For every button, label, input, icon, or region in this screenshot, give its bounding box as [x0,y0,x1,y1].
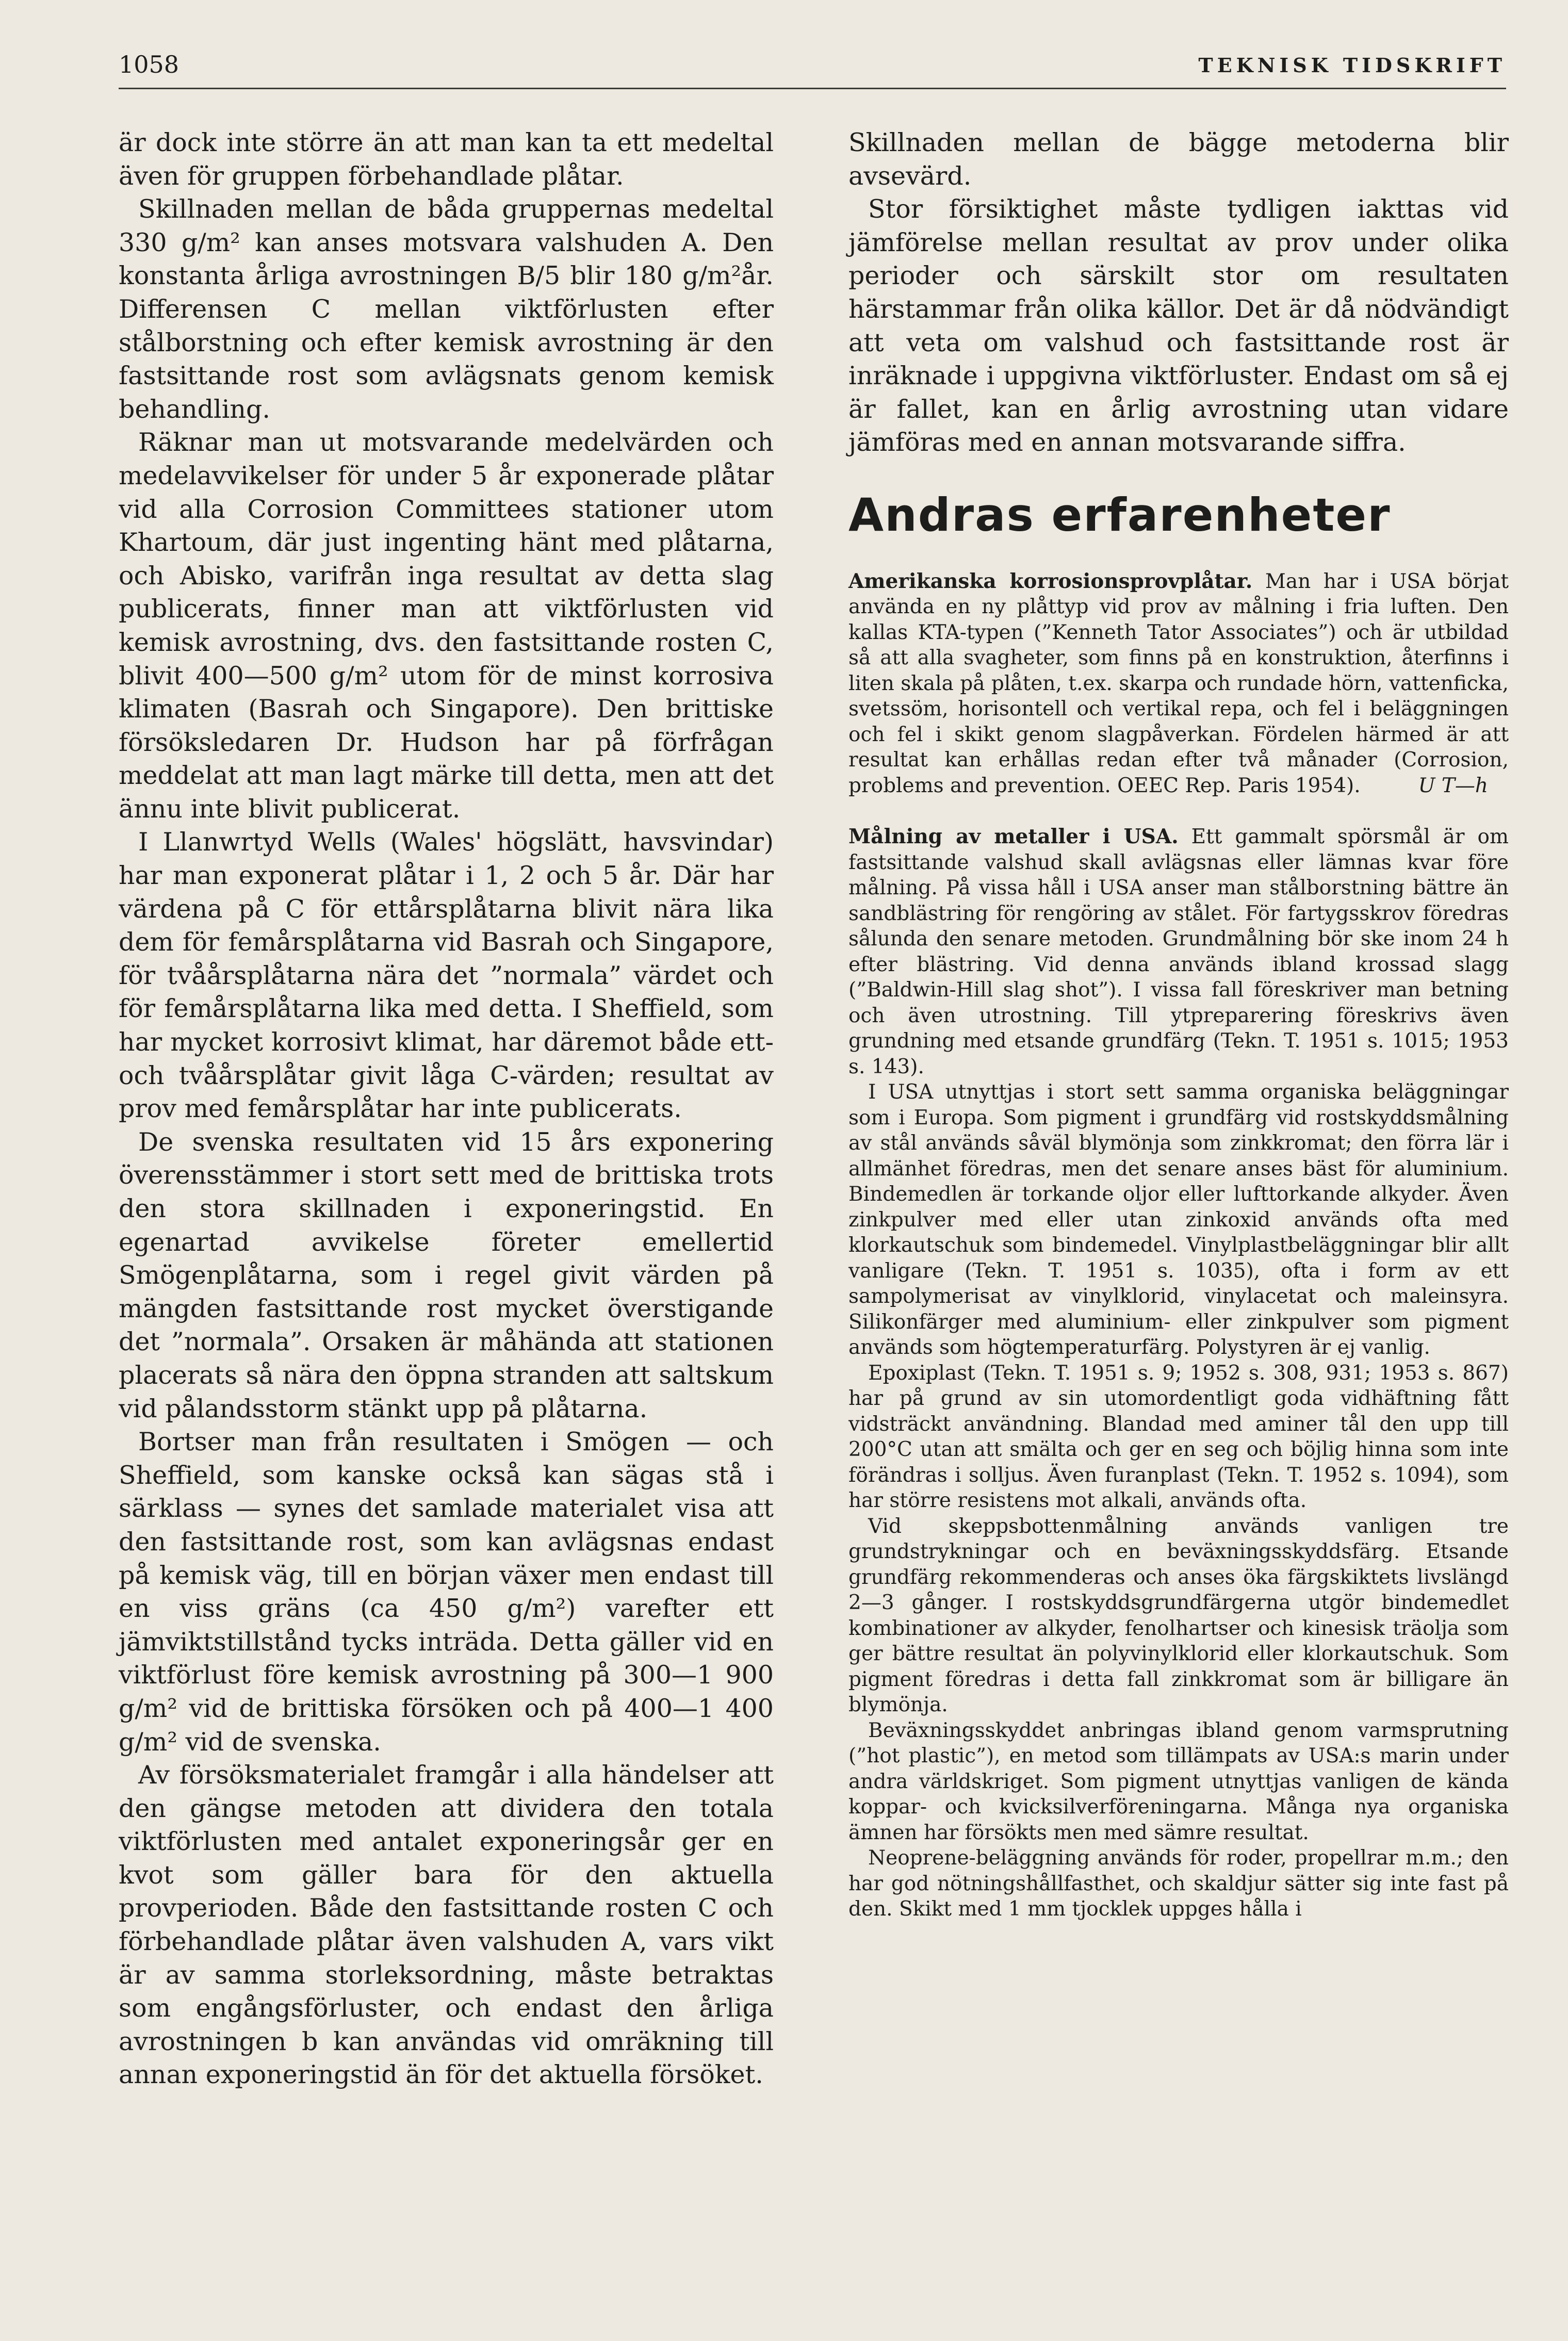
paragraph: De svenska resultaten vid 15 års exponering överensstämmer i stort sett med de brittiska trots den stora skillnaden i exponeringstid. En egenartad avvikelse företer emellertid Smögenplåtarna, som i regel givit värden på mängden fastsittande rost mycket överstigande det ”normala”. Orsaken är måhända att stationen placerats så nära den öppna stranden att saltskum vid pålandsstorm stänkt upp på plåtarna. [119,1127,774,1423]
note-malning-av-metaller [848,824,1509,1079]
note-title: Målning av metaller i USA. [848,825,1179,849]
paragraph: Vid skeppsbottenmålning används vanligen tre grundstrykningar och en beväxningsskyddsfärg. Etsande grundfärg rekommenderas och anses öka färgskiktets livslängd 2—3 gånger. I rostskyddsgrundfärgerna utgör bindemedlet kombinationer av alkyder, fenolhartser och kinesisk träolja som ger bättre resultat än polyvinylklorid eller klorkautschuk. Som pigment föredras i detta fall zinkkromat som är billigare än blymönja. [848,1514,1509,1717]
journal-title: TEKNISK TIDSKRIFT [1198,54,1506,77]
page-number: 1058 [119,51,179,78]
paragraph: är dock inte större än att man kan ta ett medeltal även för gruppen förbehandlade plåtar. [119,128,774,191]
note-text: Man har i USA börjat använda en ny plåttyp vid prov av målning i fria luften. Den kallas KTA-typen (”Kenneth Tator Associates”) och är utbildad så att alla svagheter, som finns på en konstruktion, återfinns i liten skala på plåten, t.ex. skarpa och rundade hörn, vattenficka, svetssöm, horisontell och vertikal repa, och fel i beläggningen och fel i skikt genom slagpåverkan. Fördelen härmed är att resultat kan erhållas redan efter två månader (Corrosion, problems and prevention. OEEC Rep. Paris 1954). [848,569,1509,797]
note-amerikanska-korrosionsprovplatar [848,569,1509,799]
paragraph: Skillnaden mellan de båda gruppernas medeltal 330 g/m² kan anses motsvara valshuden A. Den konstanta årliga avrostningen B/5 blir 180 g/m²år. Differensen C mellan viktförlusten efter stålborstning och efter kemisk avrostning är den fastsittande rost som avlägsnats genom kemisk behandling. [119,194,774,424]
author-signature: U T—h [1418,774,1488,797]
paragraph: Neoprene-beläggning används för roder, propellrar m.m.; den har god nötningshållfasthet, och skaldjur sätter sig inte fast på den. Skikt med 1 mm tjocklek uppges hålla i [848,1846,1509,1921]
paragraph: Räknar man ut motsvarande medelvärden och medelavvikelser för under 5 år exponerade plåtar vid alla Corrosion Committees stationer utom Khartoum, där just ingenting hänt med plåtarna, och Abisko, varifrån inga resultat av detta slag publicerats, finner man att viktförlusten vid kemisk avrostning, dvs. den fastsittande rosten C, blivit 400—500 g/m² utom för de minst korrosiva klimaten (Basrah och Singapore). Den brittiske försöksledaren Dr. Hudson har på förfrågan meddelat att man lagt märke till detta, men att det ännu inte blivit publicerat. [119,428,774,824]
notes-section [848,569,1509,1922]
section-heading: Andras erfarenheter [848,488,1391,542]
page-header [119,46,1506,89]
paragraph: Stor försiktighet måste tydligen iakttas vid jämförelse mellan resultat av prov under olika perioder och särskilt stor om resultaten härstammar från olika källor. Det är då nödvändigt att veta om valshud och fastsittande rost är inräknade i uppgivna viktförluster. Endast om så ej är fallet, kan en årlig avrostning utan vidare jämföras med en annan motsvarande siffra. [848,194,1509,457]
continued-article [848,126,1509,460]
paragraph: Beväxningsskyddet anbringas ibland genom varmsprutning (”hot plastic”), en metod som tillämpats av USA:s marin under andra världskriget. Som pigment utnyttjas vanligen de kända koppar- och kvicksilverföreningarna. Många nya organiska ämnen har försökts men med sämre resultat. [848,1718,1509,1844]
note-title: Amerikanska korrosionsprovplåtar. [848,569,1253,593]
paragraph: I USA utnyttjas i stort sett samma organiska beläggningar som i Europa. Som pigment i grundfärg vid rostskyddsmålning av stål används såväl blymönja som zinkkromat; den förra lär i allmänhet föredras, men det senare anses bäst för aluminium. Bindemedlen är torkande oljor eller lufttorkande alkyder. Även zinkpulver med eller utan zinkoxid används ofta med klorkautschuk som bindemedel. Vinylplastbeläggningar blir allt vanligare (Tekn. T. 1951 s. 1035), ofta i form av ett sampolymerisat av vinylklorid, vinylacetat och maleinsyra. Silikonfärger med aluminium- eller zinkpulver som pigment används som högtemperaturfärg. Polystyren är ej vanlig. [848,1081,1509,1360]
note-text: Ett gammalt spörsmål är om fastsittande valshud skall avlägsnas eller lämnas kvar före målning. På vissa håll i USA anser man stålborstning bättre än sandblästring för rengöring av stålet. För fartygsskrov föredras sålunda den senare metoden. Grundmålning bör ske inom 24 h efter blästring. Vid denna används ibland krossad slagg (”Baldwin-Hill slag shot”). I vissa fall föreskriver man betning och även utrostning. Till ytpreparering föreskrivs även grundning med etsande grundfärg (Tekn. T. 1951 s. 1015; 1953 s. 143). [848,825,1509,1078]
right-column [848,126,1509,1922]
paragraph: I Llanwrtyd Wells (Wales' högslätt, havsvindar) har man exponerat plåtar i 1, 2 och 5 år. Där har värdena på C för ettårsplåtarna blivit nära lika dem för femårsplåtarna vid Basrah och Singapore, för tvåårsplåtarna nära det ”normala” värdet och för femårsplåtarna lika med detta. I Sheffield, som har mycket korrosivt klimat, har däremot både ett- och tvåårsplåtar givit låga C-värden; resultat av prov med femårsplåtar har inte publicerats. [119,827,774,1124]
paragraph: Av försöksmaterialet framgår i alla händelser att den gängse metoden att dividera den totala viktförlusten med antalet exponeringsår ger en kvot som gäller bara för den aktuella provperioden. Både den fastsittande rosten C och förbehandlade plåtar även valshuden A, vars vikt är av samma storleksordning, måste betraktas som engångsförluster, och endast den årliga avrostningen b kan användas vid omräkning till annan exponeringstid än för det aktuella försöket. [119,1760,774,2090]
paragraph: Epoxiplast (Tekn. T. 1951 s. 9; 1952 s. 308, 931; 1953 s. 867) har på grund av sin utomordentligt goda vidhäftning fått vidsträckt användning. Blandad med aminer tål den upp till 200°C utan att smälta och ger en seg och böjlig hinna som inte förändras i solljus. Även furanplast (Tekn. T. 1952 s. 1094), som har större resistens mot alkali, används ofta. [848,1361,1509,1513]
paragraph: Bortser man från resultaten i Smögen — och Sheffield, som kanske också kan sägas stå i särklass — synes det samlade materialet visa att den fastsittande rost, som kan avlägsnas endast på kemisk väg, till en början växer men endast till en viss gräns (ca 450 g/m²) varefter ett jämviktstillstånd tycks inträda. Detta gäller vid en viktförlust före kemisk avrostning på 300—1 900 g/m² vid de brittiska försöken och på 400—1 400 g/m² vid de svenska. [119,1427,774,1757]
paragraph: Skillnaden mellan de bägge metoderna blir avsevärd. [848,128,1509,191]
left-column [119,126,774,2092]
